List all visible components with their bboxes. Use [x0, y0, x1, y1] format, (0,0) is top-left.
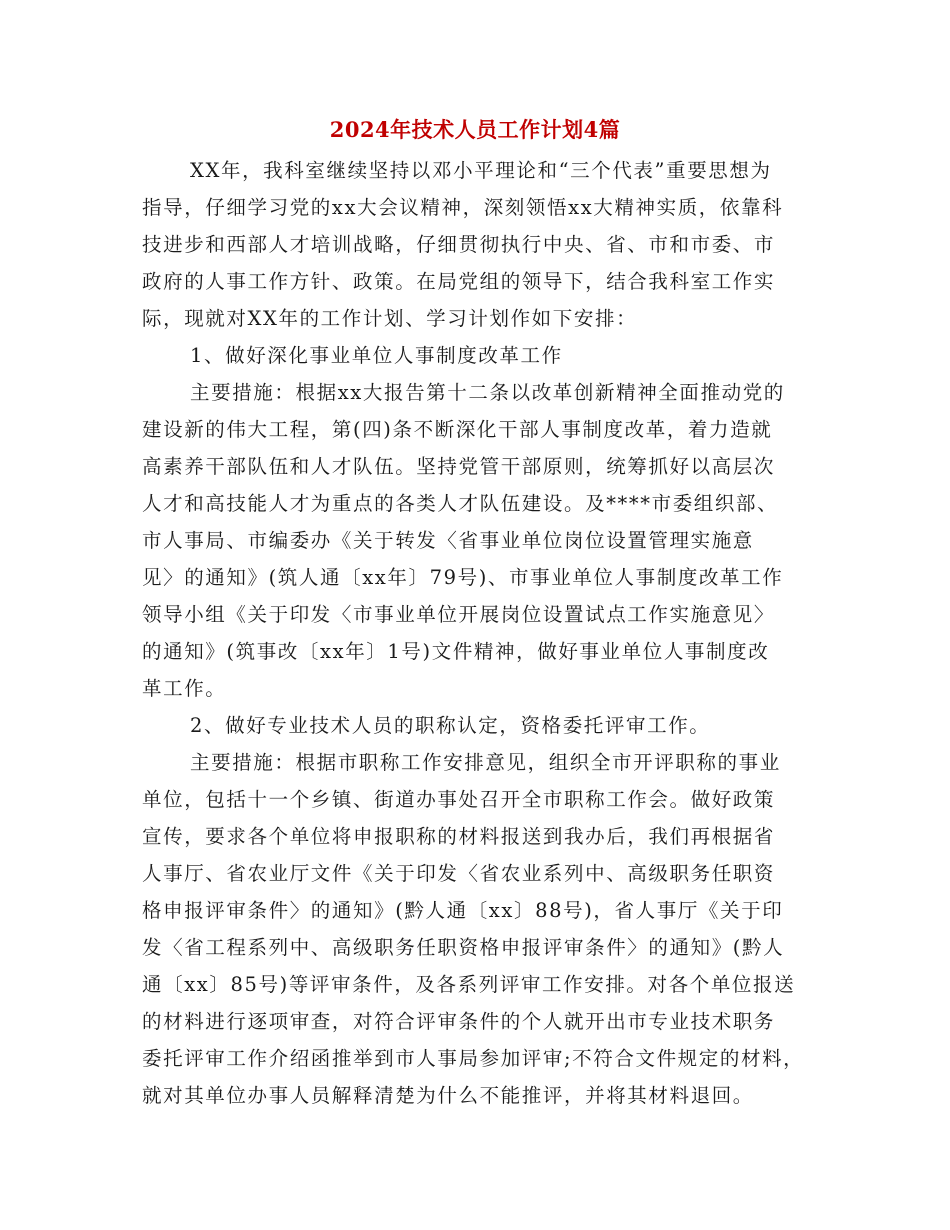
paragraph-line: 委托评审工作介绍函推举到市人事局参加评审;不符合文件规定的材料，: [142, 1047, 805, 1070]
paragraph-line: 主要措施：根据xx大报告第十二条以改革创新精神全面推动党的: [190, 381, 785, 404]
paragraph-line: 高素养干部队伍和人才队伍。坚持党管干部原则，统筹抓好以高层次: [142, 455, 776, 478]
paragraph-line: 人才和高技能人才为重点的各类人才队伍建设。及****市委组织部、: [142, 492, 779, 515]
paragraph-line: 格申报评审条件〉的通知》(黔人通〔xx〕88号)，省人事厅《关于印: [142, 899, 784, 922]
paragraph-line: 市人事局、市编委办《关于转发〈省事业单位岗位设置管理实施意: [142, 529, 754, 552]
section-heading-1: 1、做好深化事业单位人事制度改革工作: [190, 344, 563, 367]
paragraph-line: 领导小组《关于印发〈市事业单位开展岗位设置试点工作实施意见〉: [142, 603, 776, 626]
paragraph-line: 单位，包括十一个乡镇、街道办事处召开全市职称工作会。做好政策: [142, 788, 776, 811]
paragraph-line: 主要措施：根据市职称工作安排意见，组织全市开评职称的事业: [190, 751, 781, 774]
paragraph-line: 革工作。: [142, 677, 227, 700]
paragraph-line: 就对其单位办事人员解释清楚为什么不能推评，并将其材料退回。: [142, 1084, 754, 1107]
paragraph-line: 的通知》(筑事改〔xx年〕1号)文件精神，做好事业单位人事制度改: [142, 640, 770, 663]
paragraph-line: 技进步和西部人才培训战略，仔细贯彻执行中央、省、市和市委、市: [142, 233, 776, 256]
paragraph-line: 通〔xx〕85号)等评审条件，及各系列评审工作安排。对各个单位报送: [142, 973, 796, 996]
paragraph-line: 发〈省工程系列中、高级职务任职资格申报评审条件〉的通知》(黔人: [142, 936, 785, 959]
paragraph-line: 建设新的伟大工程，第(四)条不断深化干部人事制度改革，着力造就: [142, 418, 773, 441]
section-heading-2: 2、做好专业技术人员的职称认定，资格委托评审工作。: [190, 714, 711, 737]
paragraph-line: 见〉的通知》(筑人通〔xx年〕79号)、市事业单位人事制度改革工作: [142, 566, 784, 589]
paragraph-line: 指导，仔细学习党的xx大会议精神，深刻领悟xx大精神实质，依靠科: [142, 196, 784, 219]
paragraph-line: XX年，我科室继续坚持以邓小平理论和“三个代表”重要思想为: [190, 159, 772, 182]
paragraph-line: 政府的人事工作方针、政策。在局党组的领导下，结合我科室工作实: [142, 270, 776, 293]
paragraph-line: 际，现就对XX年的工作计划、学习计划作如下安排：: [142, 307, 638, 330]
paragraph-line: 宣传，要求各个单位将申报职称的材料报送到我办后，我们再根据省: [142, 825, 776, 848]
paragraph-line: 的材料进行逐项审查，对符合评审条件的个人就开出市专业技术职务: [142, 1010, 776, 1033]
paragraph-line: 人事厅、省农业厅文件《关于印发〈省农业系列中、高级职务任职资: [142, 862, 776, 885]
document-title: 2024年技术人员工作计划4篇: [329, 117, 621, 142]
